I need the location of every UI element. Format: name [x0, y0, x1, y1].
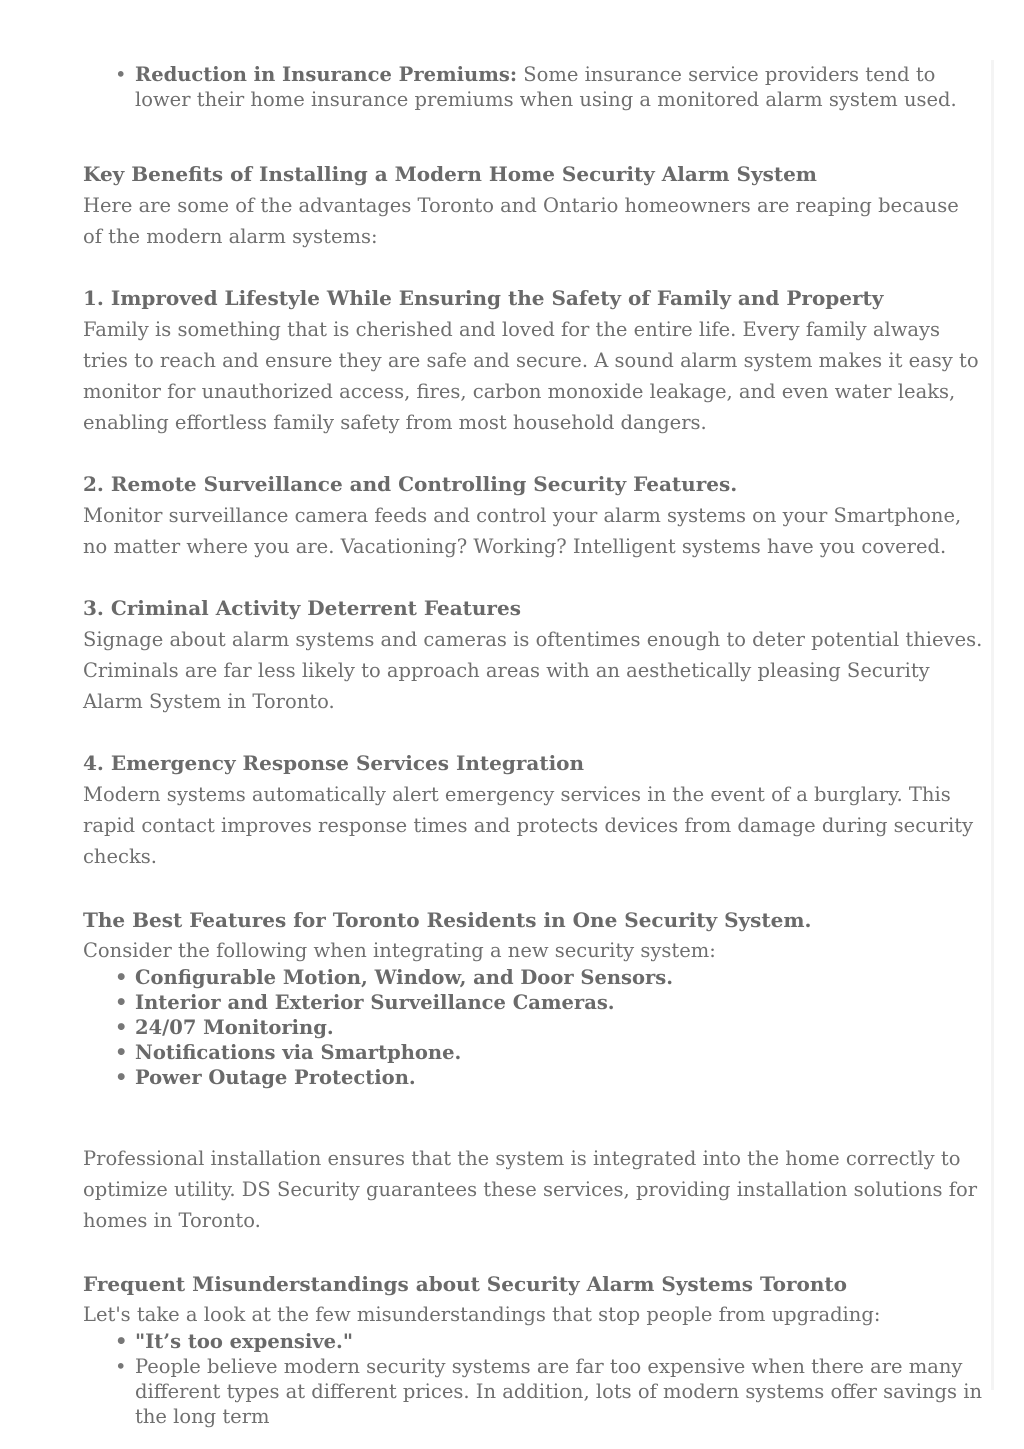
installation-section	[83, 1143, 983, 1236]
features-intro: Consider the following when integrating a new security system:	[83, 939, 716, 962]
misunderstandings-heading: Frequent Misunderstandings about Security Alarm Systems Toronto	[83, 1272, 847, 1296]
feature-item: • Configurable Motion, Window, and Door Sensors.	[135, 965, 983, 990]
features-section	[83, 905, 983, 1090]
key-benefits-heading: Key Benefits of Installing a Modern Home Security Alarm System	[83, 162, 817, 186]
benefit-4-text: Modern systems automatically alert emergency services in the event of a burglary. This rapid contact improves response times and protects devices from damage during security checks.	[83, 783, 974, 868]
benefit-4-title: 4. Emergency Response Services Integration	[83, 751, 585, 775]
insurance-bullet	[135, 62, 983, 112]
installation-text: Professional installation ensures that the system is integrated into the home correctly to optimize utility. DS Security guarantees these services, providing installation solutions for homes in Toronto.	[83, 1147, 978, 1232]
benefit-3	[83, 593, 983, 717]
insurance-bullet-text: Some insurance service providers tend to lower their home insurance premiums when using a monitored alarm system used.	[135, 63, 957, 111]
feature-item: • Notifications via Smartphone.	[135, 1040, 983, 1065]
benefit-1-text: Family is something that is cherished and loved for the entire life. Every family always tries to reach and ensure they are safe and secure. A sound alarm system makes it easy to monitor for unauthorized access, fires, carbon monoxide leakage, and even water leaks, enabling effortless family safety from most household dangers.	[83, 318, 979, 434]
misunderstanding-item: • People believe modern security systems are far too expensive when there are many different types at different prices. In addition, lots of modern systems offer savings in the long term	[135, 1354, 983, 1429]
misunderstandings-section	[83, 1269, 983, 1429]
benefit-2-text: Monitor surveillance camera feeds and control your alarm systems on your Smartphone, no matter where you are. Vacationing? Working? Intelligent systems have you covered.	[83, 504, 962, 558]
feature-item: • Interior and Exterior Surveillance Cameras.	[135, 990, 983, 1015]
misunderstandings-intro: Let's take a look at the few misunderstandings that stop people from upgrading:	[83, 1303, 881, 1326]
insurance-bullet-list	[83, 62, 983, 112]
features-heading: The Best Features for Toronto Residents in One Security System.	[83, 908, 812, 932]
misunderstandings-list	[83, 1329, 983, 1429]
feature-item: • 24/07 Monitoring.	[135, 1015, 983, 1040]
key-benefits-intro: Here are some of the advantages Toronto and Ontario homeowners are reaping because of the modern alarm systems:	[83, 194, 959, 248]
insurance-bullet-label: Reduction in Insurance Premiums:	[135, 63, 518, 86]
feature-item: • Power Outage Protection.	[135, 1065, 983, 1090]
misunderstanding-item: • "It’s too expensive."	[135, 1329, 983, 1354]
benefit-3-text: Signage about alarm systems and cameras is oftentimes enough to deter potential thieves. Criminals are far less likely to approach areas with an aesthetically pleasing Security Alarm System in Toronto.	[83, 628, 983, 713]
benefit-1-title: 1. Improved Lifestyle While Ensuring the Safety of Family and Property	[83, 286, 884, 310]
benefit-2	[83, 469, 983, 562]
page-edge-shadow	[991, 60, 994, 1390]
benefit-4	[83, 748, 983, 872]
document-page	[83, 62, 983, 1429]
features-list	[83, 965, 983, 1090]
benefit-2-title: 2. Remote Surveillance and Controlling Security Features.	[83, 472, 738, 496]
key-benefits-section	[83, 159, 983, 252]
benefit-3-title: 3. Criminal Activity Deterrent Features	[83, 596, 521, 620]
benefit-1	[83, 283, 983, 438]
